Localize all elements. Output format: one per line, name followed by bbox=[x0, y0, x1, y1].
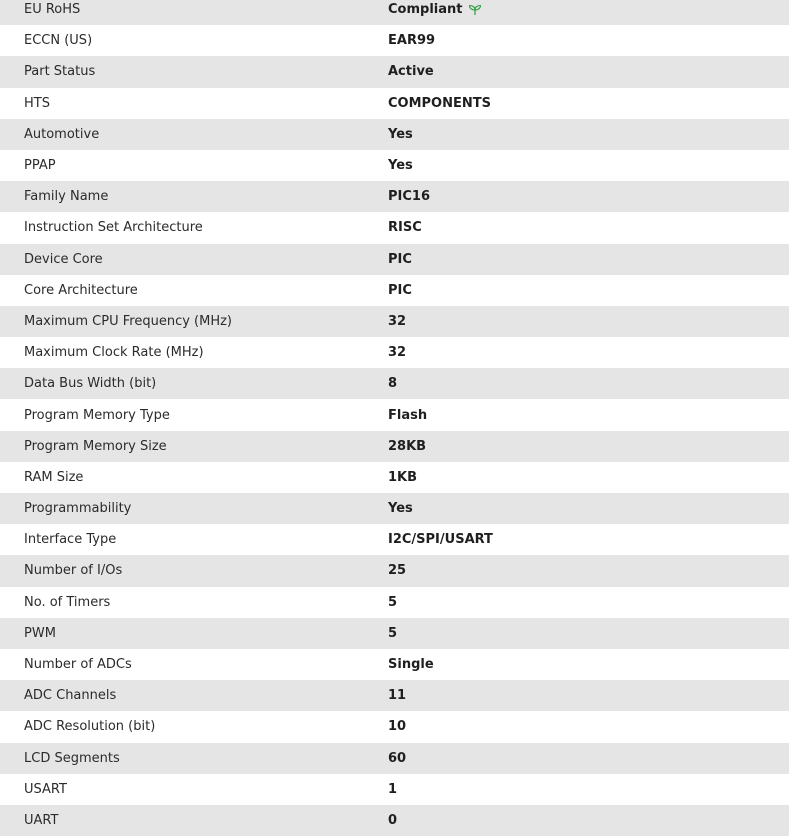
spec-value: 32 bbox=[388, 345, 407, 361]
spec-label: Number of I/Os bbox=[24, 563, 123, 579]
spec-row-max-clock-rate bbox=[0, 337, 789, 368]
spec-value: 8 bbox=[388, 376, 398, 392]
spec-row-eu-rohs bbox=[0, 0, 789, 25]
spec-value: 25 bbox=[388, 563, 407, 579]
spec-value: PIC bbox=[388, 251, 412, 267]
spec-value-container bbox=[388, 2, 789, 17]
spec-label: Part Status bbox=[24, 64, 96, 80]
spec-label: Program Memory Size bbox=[24, 438, 167, 454]
spec-label: Automotive bbox=[24, 126, 100, 142]
spec-row-automotive bbox=[0, 119, 789, 150]
spec-label: Family Name bbox=[24, 189, 109, 205]
spec-row-program-memory-size bbox=[0, 431, 789, 462]
spec-value: RISC bbox=[388, 220, 422, 236]
spec-row-family-name bbox=[0, 181, 789, 212]
spec-value: I2C/SPI/USART bbox=[388, 532, 493, 548]
spec-row-eccn bbox=[0, 25, 789, 56]
spec-row-data-bus-width bbox=[0, 368, 789, 399]
spec-label: UART bbox=[24, 812, 59, 828]
spec-row-usart bbox=[0, 774, 789, 805]
spec-label: Program Memory Type bbox=[24, 407, 170, 423]
spec-label: LCD Segments bbox=[24, 750, 120, 766]
spec-label: RAM Size bbox=[24, 469, 84, 485]
spec-value: 5 bbox=[388, 594, 398, 610]
spec-row-ppap bbox=[0, 150, 789, 181]
spec-label: Programmability bbox=[24, 501, 132, 517]
spec-label: PPAP bbox=[24, 158, 56, 174]
spec-label: Number of ADCs bbox=[24, 657, 132, 673]
spec-row-part-status bbox=[0, 56, 789, 87]
spec-value: PIC bbox=[388, 282, 412, 298]
spec-row-hts bbox=[0, 88, 789, 119]
spec-row-program-memory-type bbox=[0, 399, 789, 430]
spec-label: ECCN (US) bbox=[24, 33, 93, 49]
spec-label: Data Bus Width (bit) bbox=[24, 376, 157, 392]
spec-row-timers bbox=[0, 587, 789, 618]
spec-row-core-architecture bbox=[0, 275, 789, 306]
leaf-icon bbox=[468, 4, 482, 16]
spec-row-uart bbox=[0, 805, 789, 836]
spec-value: Yes bbox=[388, 126, 413, 142]
spec-row-adc-channels bbox=[0, 680, 789, 711]
spec-label: ADC Resolution (bit) bbox=[24, 719, 156, 735]
spec-label: Maximum Clock Rate (MHz) bbox=[24, 345, 204, 361]
spec-row-adc-resolution bbox=[0, 711, 789, 742]
spec-row-isa bbox=[0, 212, 789, 243]
spec-label: No. of Timers bbox=[24, 594, 111, 610]
spec-label: Device Core bbox=[24, 251, 103, 267]
spec-label: EU RoHS bbox=[24, 2, 81, 18]
spec-label: PWM bbox=[24, 625, 56, 641]
spec-row-number-of-ios bbox=[0, 555, 789, 586]
spec-row-number-of-adcs bbox=[0, 649, 789, 680]
spec-value: Yes bbox=[388, 501, 413, 517]
spec-value: 32 bbox=[388, 313, 407, 329]
spec-value: 60 bbox=[388, 750, 407, 766]
spec-value: 11 bbox=[388, 688, 407, 704]
spec-value: Yes bbox=[388, 158, 413, 174]
spec-label: Instruction Set Architecture bbox=[24, 220, 203, 236]
spec-label: Maximum CPU Frequency (MHz) bbox=[24, 313, 232, 329]
spec-value: Single bbox=[388, 657, 434, 673]
spec-label: ADC Channels bbox=[24, 688, 117, 704]
spec-label: Interface Type bbox=[24, 532, 117, 548]
spec-value: COMPONENTS bbox=[388, 95, 491, 111]
spec-label: USART bbox=[24, 781, 67, 797]
spec-value: 1 bbox=[388, 781, 398, 797]
spec-row-device-core bbox=[0, 244, 789, 275]
spec-value: Active bbox=[388, 64, 434, 80]
spec-value: Flash bbox=[388, 407, 428, 423]
spec-value: Compliant bbox=[388, 2, 463, 18]
spec-row-pwm bbox=[0, 618, 789, 649]
spec-value: 1KB bbox=[388, 469, 418, 485]
spec-row-ram-size bbox=[0, 462, 789, 493]
spec-value: EAR99 bbox=[388, 33, 436, 49]
spec-label: Core Architecture bbox=[24, 282, 138, 298]
spec-value: 0 bbox=[388, 812, 398, 828]
spec-row-programmability bbox=[0, 493, 789, 524]
spec-row-max-cpu-frequency bbox=[0, 306, 789, 337]
spec-value: 5 bbox=[388, 625, 398, 641]
spec-row-lcd-segments bbox=[0, 743, 789, 774]
spec-row-interface-type bbox=[0, 524, 789, 555]
spec-value: PIC16 bbox=[388, 189, 430, 205]
spec-value: 28KB bbox=[388, 438, 427, 454]
spec-value: 10 bbox=[388, 719, 407, 735]
spec-label: HTS bbox=[24, 95, 50, 111]
